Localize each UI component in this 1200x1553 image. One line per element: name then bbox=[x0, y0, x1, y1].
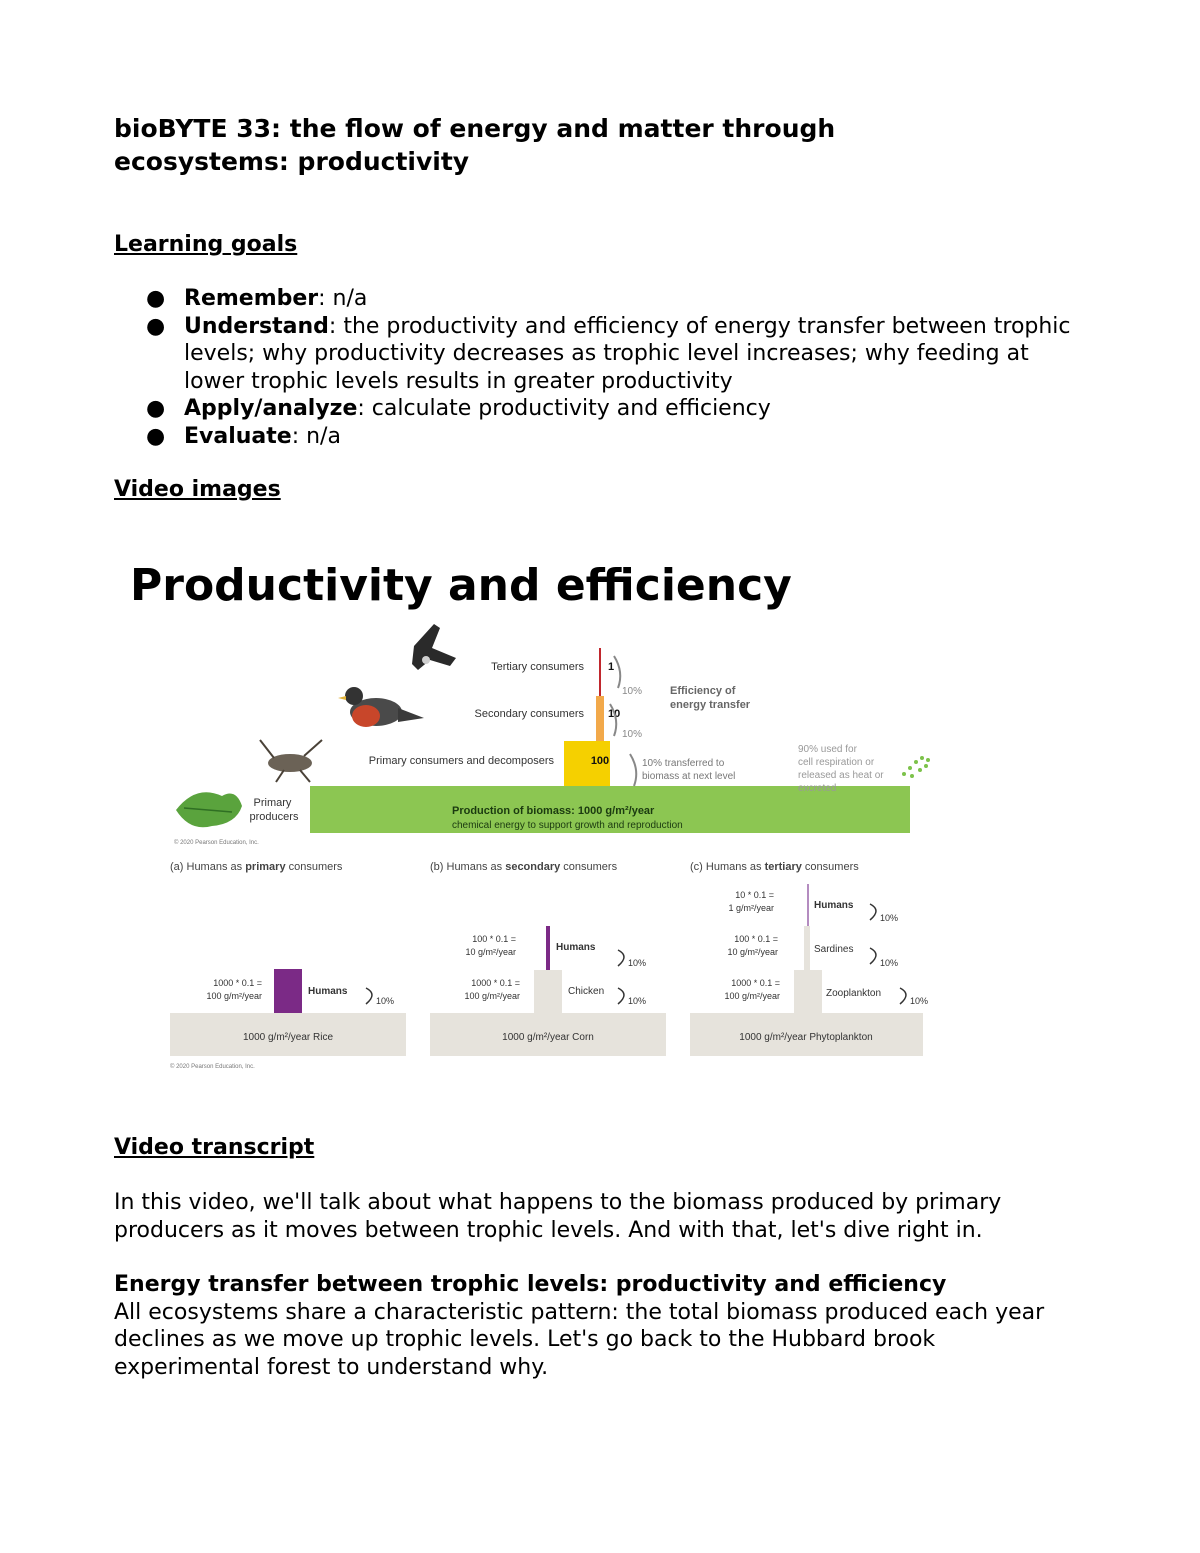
arrow-icon bbox=[900, 988, 906, 1004]
producers-label-line1: Primary bbox=[253, 797, 292, 809]
trophic-chart bbox=[174, 624, 930, 846]
pct-label: 10% bbox=[910, 996, 929, 1006]
panel-c-base-label: 1000 g/m²/year Phytoplankton bbox=[739, 1032, 873, 1043]
producers-label bbox=[250, 797, 299, 823]
arrow-icon bbox=[618, 988, 624, 1004]
bullet-icon: ● bbox=[146, 286, 166, 311]
goal-label: Understand bbox=[184, 313, 329, 339]
consumer-label: Humans bbox=[556, 942, 596, 953]
copyright-bottom: © 2020 Pearson Education, Inc. bbox=[170, 1064, 255, 1070]
consumer-label: Chicken bbox=[568, 986, 605, 997]
calc-result: 100 g/m²/year bbox=[206, 991, 262, 1001]
video-images-heading: Video images bbox=[114, 477, 281, 502]
producers-sub: chemical energy to support growth and reproduction bbox=[452, 820, 683, 831]
panel-c-caption: (c) Humans as tertiary consumers bbox=[690, 861, 859, 873]
leaf-icon bbox=[176, 792, 242, 827]
panel-a-humans-bar bbox=[274, 969, 302, 1013]
video-transcript-heading: Video transcript bbox=[114, 1135, 315, 1160]
primary-value: 100 bbox=[590, 755, 610, 767]
document-title: bioBYTE 33: the flow of energy and matter through ecosystems: productivity bbox=[114, 114, 836, 176]
secondary-label: Secondary consumers bbox=[474, 708, 584, 720]
panel-a-caption: (a) Humans as primary consumers bbox=[170, 861, 343, 873]
arrow-icon bbox=[618, 950, 624, 966]
panel-a-base-label: 1000 g/m²/year Rice bbox=[242, 1032, 334, 1043]
goal-item bbox=[114, 395, 1074, 423]
cricket-icon bbox=[260, 740, 322, 782]
pct-label: 10% bbox=[376, 996, 395, 1006]
transfer-arrows bbox=[610, 656, 636, 786]
arrow-icon bbox=[870, 904, 876, 920]
goal-label: Evaluate bbox=[184, 423, 292, 449]
primary-label: Primary consumers and decomposers bbox=[368, 755, 554, 767]
bullet-icon: ● bbox=[146, 313, 166, 339]
goal-text: : n/a bbox=[318, 286, 368, 311]
tertiary-label: Tertiary consumers bbox=[491, 661, 584, 673]
calc-result: 100 g/m²/year bbox=[724, 991, 780, 1001]
panel-c-zooplankton-bar bbox=[794, 970, 822, 1013]
bullet-icon: ● bbox=[146, 396, 166, 421]
pct-label: 10% bbox=[628, 958, 647, 968]
producers-label-line2: producers bbox=[249, 811, 299, 823]
calc-result: 1 g/m²/year bbox=[728, 903, 774, 913]
calc: 100 * 0.1 = bbox=[734, 934, 778, 944]
arrow-icon bbox=[614, 656, 620, 688]
tertiary-value: 1 bbox=[608, 661, 615, 673]
arrow-label: 10% bbox=[622, 729, 643, 740]
panel-c-humans-bar bbox=[807, 884, 809, 926]
pct-label: 10% bbox=[880, 913, 899, 923]
goal-label: Remember bbox=[184, 286, 319, 311]
copyright-top: © 2020 Pearson Education, Inc. bbox=[174, 840, 259, 846]
efficiency-label: Efficiency of energy transfer bbox=[670, 685, 751, 711]
human-consumer-panels bbox=[170, 861, 928, 1070]
secondary-value: 10 bbox=[608, 708, 621, 720]
transcript-section bbox=[114, 1271, 1074, 1381]
goal-item bbox=[114, 423, 1074, 451]
section-text: All ecosystems share a characteristic pattern: the total biomass produced each year declines as we move up trophic levels. Let's go back to the Hubbard brook experimental forest to understand why. bbox=[114, 1299, 1045, 1380]
pct-label: 10% bbox=[880, 958, 899, 968]
crow-icon bbox=[412, 624, 456, 670]
bullet-icon: ● bbox=[146, 423, 166, 449]
arrow-icon bbox=[366, 988, 372, 1004]
learning-goals-heading: Learning goals bbox=[114, 232, 298, 257]
section-heading: Energy transfer between trophic levels: productivity and efficiency bbox=[114, 1272, 947, 1297]
arrow-label: 10% bbox=[622, 686, 643, 697]
panel-c-sardines-bar bbox=[804, 926, 810, 970]
consumer-label: Humans bbox=[308, 986, 348, 997]
learning-goals-list bbox=[114, 285, 1074, 450]
goal-text: : calculate productivity and efficiency bbox=[357, 396, 771, 421]
consumer-label: Sardines bbox=[814, 944, 854, 955]
calc-result: 10 g/m²/year bbox=[727, 947, 778, 957]
transcript-intro: In this video, we'll talk about what happens to the biomass produced by primary producers as it moves between trophic levels. And with that, let's dive right in. bbox=[114, 1190, 1002, 1243]
figure-title: Productivity and efficiency bbox=[130, 560, 792, 611]
panel-b-base-label: 1000 g/m²/year Corn bbox=[502, 1032, 594, 1043]
transfer-note: 10% transferred to biomass at next level bbox=[642, 758, 736, 782]
robin-icon bbox=[338, 687, 424, 727]
secondary-consumers-bar bbox=[596, 696, 604, 741]
calc: 1000 * 0.1 = bbox=[731, 978, 780, 988]
consumer-label: Zooplankton bbox=[826, 988, 882, 999]
producers-value: Production of biomass: 1000 g/m²/year bbox=[452, 805, 655, 817]
goal-item bbox=[114, 285, 1074, 313]
goal-text: : the productivity and efficiency of energy transfer between trophic levels; why productivity decreases as trophic level increases; why feeding at lower trophic levels results in greater productivity bbox=[184, 313, 1071, 394]
heat-loss-icon bbox=[902, 756, 930, 778]
goal-item bbox=[114, 313, 1074, 396]
arrow-icon bbox=[870, 948, 876, 964]
panel-b-chicken-bar bbox=[534, 970, 562, 1013]
panel-b-humans-bar bbox=[546, 926, 550, 970]
tertiary-consumers-bar bbox=[599, 648, 601, 696]
calc: 10 * 0.1 = bbox=[735, 890, 774, 900]
goal-label: Apply/analyze bbox=[184, 396, 358, 421]
calc-result: 100 g/m²/year bbox=[464, 991, 520, 1001]
panel-b-caption: (b) Humans as secondary consumers bbox=[430, 861, 618, 873]
loss-note: 90% used for cell respiration or released as heat or excreted bbox=[798, 744, 884, 794]
pct-label: 10% bbox=[628, 996, 647, 1006]
consumer-label: Humans bbox=[814, 900, 854, 911]
calc-result: 10 g/m²/year bbox=[465, 947, 516, 957]
productivity-figure bbox=[114, 548, 944, 1078]
goal-text: : n/a bbox=[291, 423, 341, 449]
calc: 100 * 0.1 = bbox=[472, 934, 516, 944]
arrow-icon bbox=[630, 754, 636, 786]
calc: 1000 * 0.1 = bbox=[471, 978, 520, 988]
calc: 1000 * 0.1 = bbox=[213, 978, 262, 988]
